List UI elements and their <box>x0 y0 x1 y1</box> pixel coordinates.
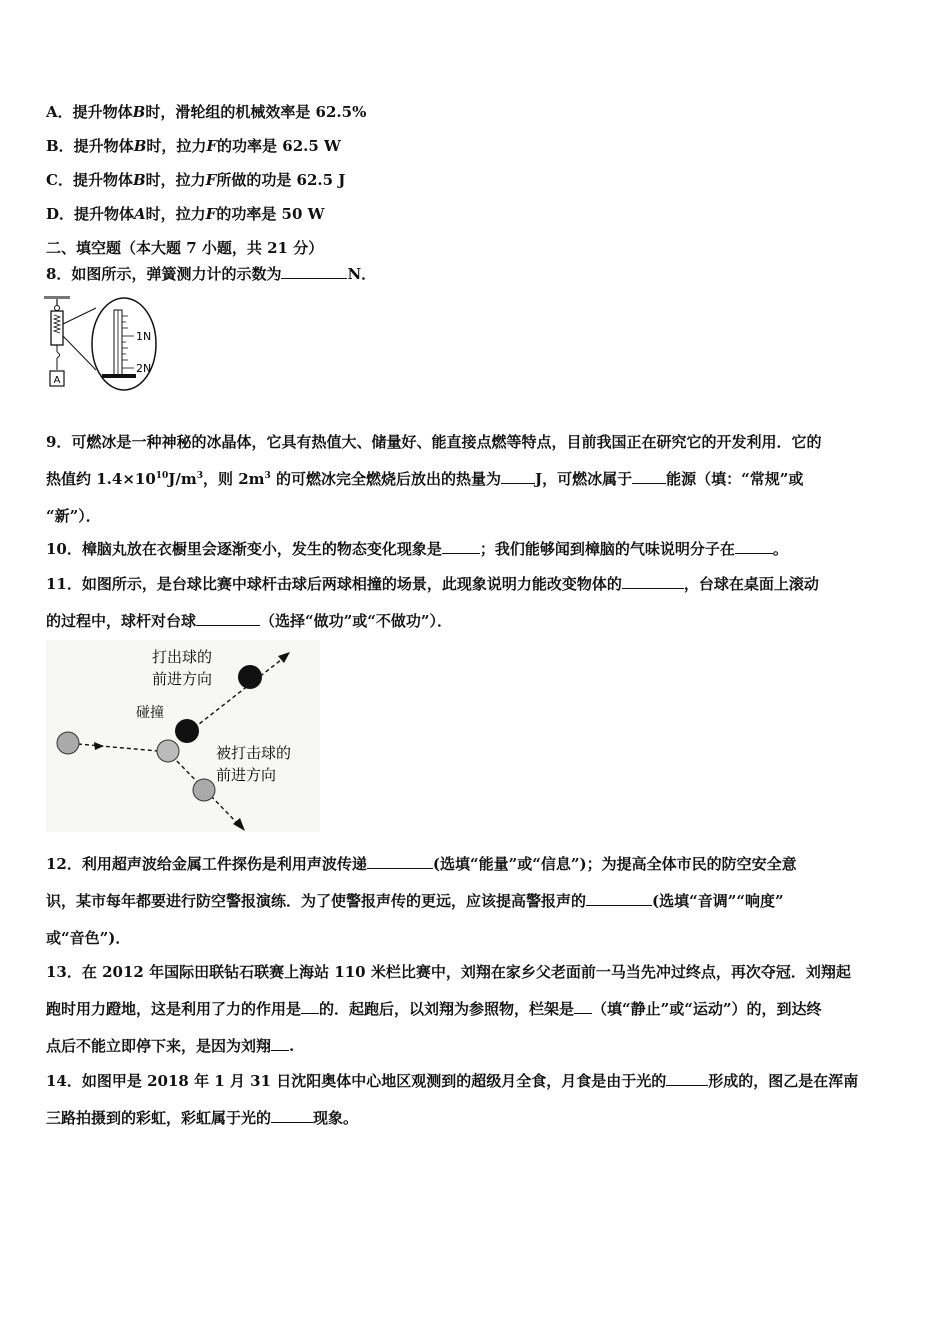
q10-text-a: 10．樟脑丸放在衣橱里会逐渐变小，发生的物态变化现象是 <box>46 540 442 558</box>
q9-text-e: J，可燃冰属于 <box>535 470 633 488</box>
answer-blank[interactable] <box>271 1108 313 1123</box>
option-c-text: C．提升物体 <box>46 171 133 189</box>
label-1n: 1N <box>136 330 152 343</box>
label-collision: 碰撞 <box>136 705 164 721</box>
answer-blank[interactable] <box>501 469 535 484</box>
option-b-text: B．提升物体 <box>46 137 134 155</box>
q12-text-b: (选填“能量”或“信息”)；为提高全体市民的防空安全意 <box>432 855 797 873</box>
question-14-line1 <box>46 1071 858 1091</box>
question-10 <box>46 539 788 559</box>
answer-blank[interactable] <box>271 1036 289 1051</box>
question-12-line1 <box>46 854 797 874</box>
option-d-var2: F <box>205 205 217 223</box>
question-8 <box>46 264 376 284</box>
answer-blank[interactable] <box>622 574 684 589</box>
ceiling-bar <box>44 296 70 299</box>
q13-text-d: 点后不能立即停下来，是因为刘翔 <box>46 1037 272 1055</box>
option-c-text-mid: 时，拉力 <box>145 171 206 189</box>
answer-blank[interactable] <box>367 854 433 869</box>
q11-text-d: （选择“做功”或“不做功”）． <box>260 612 453 630</box>
question-9-line3: “新”）． <box>46 507 101 525</box>
answer-blank[interactable] <box>574 999 592 1014</box>
object-ball-moving <box>238 665 262 689</box>
q9-text-f: 能源（填：“常规”或 <box>666 470 804 488</box>
answer-blank[interactable] <box>301 999 319 1014</box>
object-ball-contact <box>175 719 199 743</box>
answer-blank[interactable] <box>281 264 347 279</box>
option-b-var: B <box>133 137 147 155</box>
q9-text-d: 的可燃冰完全燃烧后放出的热量为 <box>270 470 502 488</box>
q13-text-e: . <box>289 1037 295 1055</box>
question-13-line3 <box>46 1036 294 1056</box>
q9-exponent: 10 <box>155 471 169 481</box>
q10-text-b: ；我们能够闻到樟脑的气味说明分子在 <box>479 540 735 558</box>
option-b-text-end: 的功率是 62.5 W <box>217 137 341 155</box>
answer-blank[interactable] <box>735 539 773 554</box>
option-c <box>46 170 345 190</box>
option-b-var2: F <box>206 137 218 155</box>
option-a-text-end: 时，滑轮组的机械效率是 62.5% <box>145 103 367 121</box>
weight-label: A <box>53 375 61 386</box>
cue-ball-start <box>57 732 79 754</box>
option-c-text-end: 所做的功是 62.5 J <box>216 171 346 189</box>
q9-text-c: ，则 2m <box>203 470 265 488</box>
cue-ball-moving <box>193 779 215 801</box>
option-a <box>46 102 366 122</box>
question-12-line2 <box>46 891 784 911</box>
question-11-line2 <box>46 611 452 631</box>
option-d-text-end: 的功率是 50 W <box>216 205 325 223</box>
spring-scale-figure <box>40 292 160 402</box>
option-b <box>46 136 341 156</box>
q13-text-a: 跑时用力蹬地，这是利用了力的作用是 <box>46 1000 302 1018</box>
question-12-line3: 或“音色”)． <box>46 929 131 947</box>
question-14-line2 <box>46 1108 358 1128</box>
q11-text-a: 11．如图所示，是台球比赛中球杆击球后两球相撞的场景，此现象说明力能改变物体的 <box>46 575 622 593</box>
question-9-line1: 9．可燃冰是一种神秘的冰晶体，它具有热值大、储量好、能直接点燃等特点，目前我国正在研究它的开发利用．它的 <box>46 433 822 451</box>
cue-ball-contact <box>157 740 179 762</box>
q9-exponent-3: 3 <box>264 471 271 481</box>
option-d <box>46 204 325 224</box>
option-c-var2: F <box>205 171 217 189</box>
question-13-line1: 13．在 2012 年国际田联钻石联赛上海站 110 米栏比赛中，刘翔在家乡父老面前一马当先冲过终点，再次夺冠．刘翔起 <box>46 963 851 981</box>
answer-blank[interactable] <box>196 611 260 626</box>
q13-text-c: （填“静止”或“运动”）的，到达终 <box>592 1000 822 1018</box>
section-title: 二、填空题（本大题 7 小题，共 21 分） <box>46 239 324 257</box>
question-9-line2 <box>46 469 803 489</box>
q9-exponent-2: 3 <box>196 471 204 481</box>
q14-text-a: 14．如图甲是 2018 年 1 月 31 日沈阳奥体中心地区观测到的超级月全食，月食是由于光的 <box>46 1072 667 1090</box>
q14-text-c: 三路拍摄到的彩虹，彩虹属于光的 <box>46 1109 272 1127</box>
question-11-line1 <box>46 574 819 594</box>
label-struck-ball-dir-2: 前进方向 <box>152 670 213 688</box>
question-13-line2 <box>46 999 822 1019</box>
label-cue-ball-dir-1: 被打击球的 <box>216 744 292 762</box>
option-a-text: A．提升物体 <box>46 103 133 121</box>
answer-blank[interactable] <box>586 891 652 906</box>
option-d-text: D．提升物体 <box>46 205 135 223</box>
q11-text-c: 的过程中，球杆对台球 <box>46 612 197 630</box>
question-8-text: 8．如图所示，弹簧测力计的示数为 <box>46 265 282 283</box>
option-a-var: B <box>132 103 146 121</box>
option-b-text-mid: 时，拉力 <box>146 137 207 155</box>
spring-icon <box>54 315 60 333</box>
scale-pointer <box>102 374 136 378</box>
q12-text-a: 12．利用超声波给金属工件探伤是利用声波传递 <box>46 855 367 873</box>
option-d-text-mid: 时，拉力 <box>145 205 206 223</box>
q9-text-b: J/m <box>168 470 197 488</box>
answer-blank[interactable] <box>442 539 480 554</box>
q12-text-d: (选填“音调”“响度” <box>652 892 784 910</box>
q14-text-b: 形成的，图乙是在浑南 <box>708 1072 859 1090</box>
answer-blank[interactable] <box>632 469 666 484</box>
q13-text-b: 的．起跑后，以刘翔为参照物，栏架是 <box>319 1000 575 1018</box>
answer-blank[interactable] <box>666 1071 708 1086</box>
option-c-var: B <box>132 171 146 189</box>
option-d-var: A <box>134 205 146 223</box>
label-cue-ball-dir-2: 前进方向 <box>216 766 277 784</box>
label-2n: 2N <box>136 362 152 375</box>
q12-text-c: 识，某市每年都要进行防空警报演练．为了使警报声传的更远，应该提高警报声的 <box>46 892 587 910</box>
q11-text-b: ，台球在桌面上滚动 <box>683 575 819 593</box>
q10-text-c: 。 <box>772 540 788 558</box>
q9-text-a: 热值约 1.4×10 <box>46 470 156 488</box>
q14-text-d: 现象。 <box>313 1109 359 1127</box>
label-struck-ball-dir-1: 打出球的 <box>152 648 213 666</box>
billiard-collision-figure <box>46 640 320 832</box>
question-8-text-end: N． <box>347 265 377 283</box>
